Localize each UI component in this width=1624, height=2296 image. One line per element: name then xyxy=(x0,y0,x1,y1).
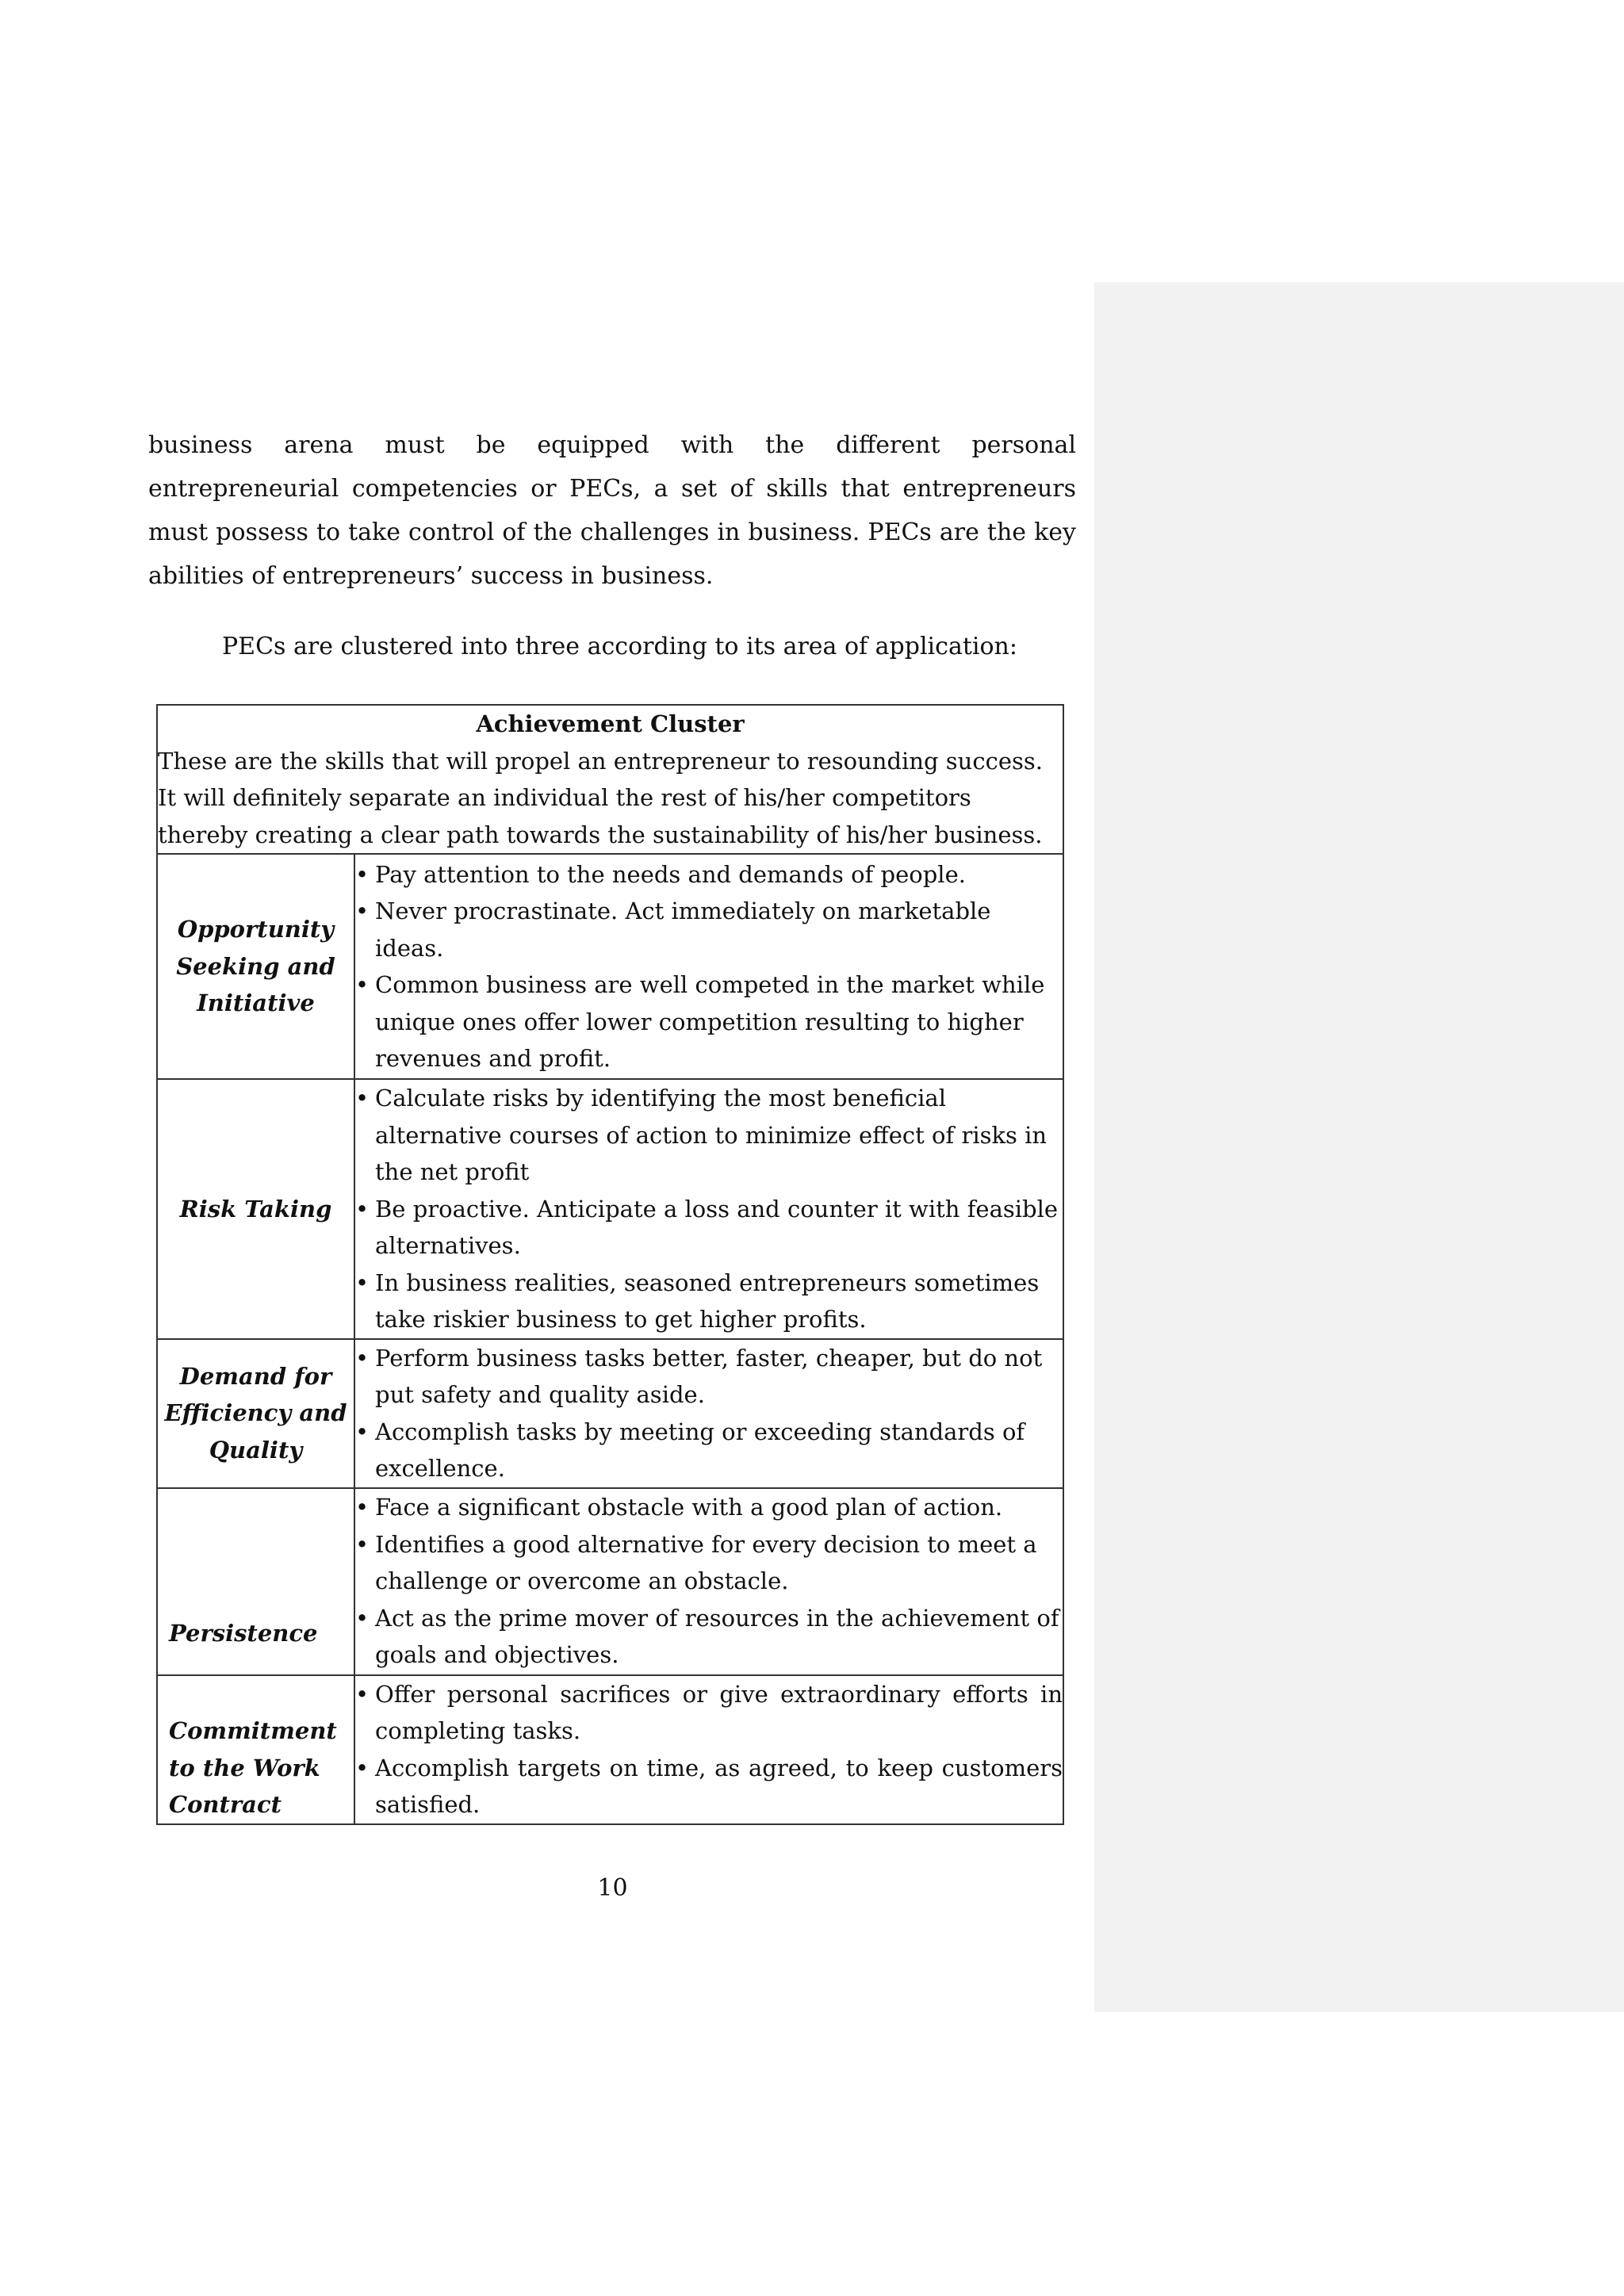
competency-bullets xyxy=(354,1339,1063,1488)
cluster-description: These are the skills that will propel an entrepreneur to resounding success. It will definitely separate an individual the rest of his/her competitors thereby creating a clear path towards the sustainability of his/her business. xyxy=(158,747,1043,848)
bullet-item: • Accomplish targets on time, as agreed, to keep customers satisfied. xyxy=(355,1750,1063,1823)
competency-bullets xyxy=(354,854,1063,1079)
intro-sentence: PECs are clustered into three according to its area of application: xyxy=(222,633,1017,660)
bullet-item: • Be proactive. Anticipate a loss and counter it with feasible alternatives. xyxy=(355,1191,1063,1265)
bullet-icon: • xyxy=(355,860,370,888)
bullet-icon: • xyxy=(355,1418,370,1445)
competency-label: Opportunity Seeking and Initiative xyxy=(157,854,354,1079)
bullet-item: • Never procrastinate. Act immediately on marketable ideas. xyxy=(355,893,1063,966)
bullet-item: • Common business are well competed in the market while unique ones offer lower competition resulting to higher revenues and profit. xyxy=(355,966,1063,1077)
table-row xyxy=(157,1675,1063,1824)
bullet-icon: • xyxy=(355,1195,370,1223)
competency-label: Risk Taking xyxy=(157,1079,354,1339)
cluster-title: Achievement Cluster xyxy=(476,710,745,737)
bullet-item: • Face a significant obstacle with a good plan of action. xyxy=(355,1489,1063,1526)
competency-label: Demand for Efficiency and Quality xyxy=(157,1339,354,1488)
bullet-icon: • xyxy=(355,1085,370,1112)
table-row xyxy=(157,1339,1063,1488)
bullet-icon: • xyxy=(355,897,370,924)
bullet-icon: • xyxy=(355,1530,370,1558)
competency-label: Commitment to the Work Contract xyxy=(157,1675,354,1824)
bullet-icon: • xyxy=(355,971,370,998)
table-row xyxy=(157,1079,1063,1339)
page-number: 10 xyxy=(597,1874,628,1902)
bullet-icon: • xyxy=(355,1344,370,1372)
bullet-icon: • xyxy=(355,1604,370,1632)
body-paragraph: business arena must be equipped with the different personal entrepreneurial competencies or PECs, a set of skills that entrepreneurs must possess to take control of the challenges in business. PECs are the key abilities of entrepreneurs’ success in business. xyxy=(148,431,1076,590)
pec-table xyxy=(156,704,1064,1825)
table-row xyxy=(157,854,1063,1079)
page-body xyxy=(148,423,1076,668)
bullet-icon: • xyxy=(355,1494,370,1521)
bullet-item: • In business realities, seasoned entrepreneurs sometimes take riskier business to get higher profits. xyxy=(355,1265,1063,1338)
bullet-icon: • xyxy=(355,1269,370,1296)
competency-label: Persistence xyxy=(157,1488,354,1675)
comment-pane xyxy=(1094,282,1624,2012)
bullet-item: • Accomplish tasks by meeting or exceeding standards of excellence. xyxy=(355,1414,1063,1487)
table-row xyxy=(157,1488,1063,1675)
bullet-item: • Act as the prime mover of resources in the achievement of goals and objectives. xyxy=(355,1600,1063,1674)
bullet-item: • Pay attention to the needs and demands of people. xyxy=(355,856,1063,894)
cluster-header-row xyxy=(157,705,1063,854)
cluster-header-cell xyxy=(157,705,1063,854)
bullet-item: • Calculate risks by identifying the most beneficial alternative courses of action to minimize effect of risks in the net profit xyxy=(355,1080,1063,1191)
competency-bullets xyxy=(354,1079,1063,1339)
bullet-item: • Perform business tasks better, faster, cheaper, but do not put safety and quality aside. xyxy=(355,1340,1063,1414)
bullet-icon: • xyxy=(355,1754,370,1781)
bullet-icon: • xyxy=(355,1680,370,1708)
bullet-item: • Identifies a good alternative for every decision to meet a challenge or overcome an obstacle. xyxy=(355,1526,1063,1600)
competency-bullets xyxy=(354,1488,1063,1675)
bullet-item: • Offer personal sacrifices or give extraordinary efforts in completing tasks. xyxy=(355,1676,1063,1750)
competency-bullets xyxy=(354,1675,1063,1824)
